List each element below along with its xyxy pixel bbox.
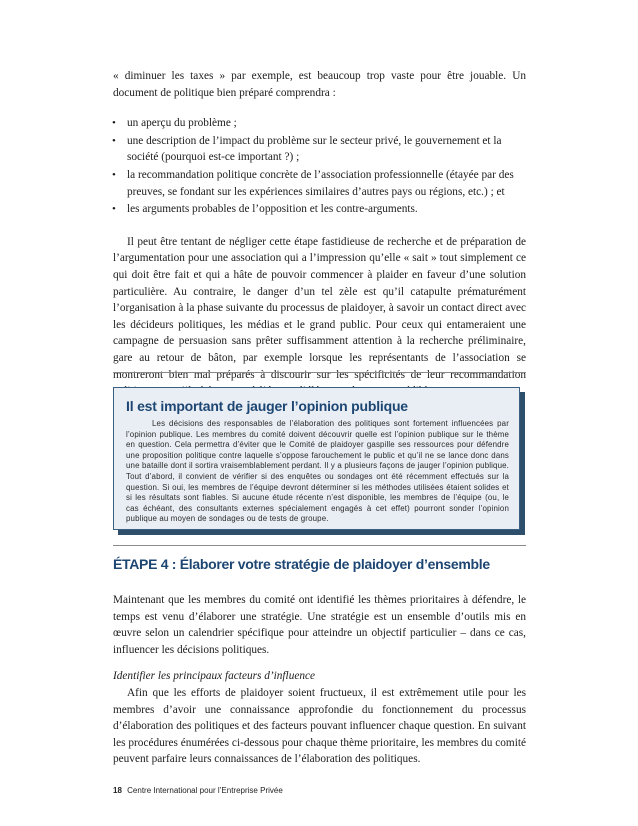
page-footer (113, 786, 283, 795)
bullet-icon: • (112, 203, 116, 216)
footer-organization: Centre International pour l’Entreprise Privée (127, 786, 283, 795)
bullet-icon: • (112, 134, 116, 147)
divider (113, 545, 526, 546)
callout-title: Il est important de jauger l’opinion publique (126, 398, 408, 414)
body-paragraph: Maintenant que les membres du comité ont identifié les thèmes prioritaires à défendre, le temps est venu d’élaborer une stratégie. Une stratégie est un ensemble d’outils mis en œuvre selon un calendrier spécifique pour atteindre un objectif particulier – dans ce cas, influencer les décisions politiques. (113, 594, 526, 656)
callout-text-body: Les décisions des responsables de l’élaboration des politiques sont fortement influencées par l’opinion publique. Les membres du comité doivent découvrir quelle est l’opinion publique sur le thème en question. Cela permettra d’éviter que le Comité de plaidoyer gaspille ses ressources pour défendre une proposition politique contre laquelle s’oppose farouchement le public et qu’il ne se lance donc dans une bataille dont il sortira vraisemblablement perdant. Il y a plusieurs façons de jauger l’opinion publique. Tout d’abord, il convient de vérifier si des enquêtes ou sondages ont été récemment effectués sur la question. Si oui, les membres de l’équipe devront déterminer si les méthodes utilisées étaient solides et si les résultats sont fiables. Si aucune étude récente n’est disponible, les membres de l’équipe (ou, le cas échéant, des consultants externes spécialement engagés à cet effet) pourront sonder l’opinion publique au moyen de sondages ou de tests de groupe. (126, 419, 509, 524)
section-heading: ÉTAPE 4 : Élaborer votre stratégie de plaidoyer d’ensemble (113, 556, 490, 572)
list-item (113, 167, 526, 200)
body-paragraph: Afin que les efforts de plaidoyer soient fructueux, il est extrêmement utile pour les membres d’avoir une connaissance approfondie du fonctionnement du processus d’élaboration des politiques et des facteurs pouvant influencer chaque question. En suivant les procédures énumérées ci-dessous pour chaque thème prioritaire, les membres du comité peuvent parfaire leurs connaissances de l’élaboration des politiques. (113, 686, 526, 766)
page-number: 18 (113, 786, 122, 795)
bullet-list (113, 115, 526, 218)
bullet-icon: • (112, 168, 116, 181)
list-item-text: la recommandation politique concrète de l’association professionnelle (étayée par des preuves, se fondant sur les expériences similaires d’autres pays ou régions, etc.) ; et (127, 168, 514, 198)
divider (113, 372, 526, 373)
list-item (113, 201, 526, 218)
section-content (113, 592, 526, 768)
list-item (113, 115, 526, 132)
list-item-text: un aperçu du problème ; (127, 117, 237, 130)
subheading: Identifier les principaux facteurs d’influence (113, 670, 316, 683)
callout-box (113, 387, 520, 530)
list-item-text: les arguments probables de l’opposition et les contre-arguments. (127, 203, 418, 216)
page-content (113, 68, 526, 400)
list-item-text: une description de l’impact du problème sur le secteur privé, le gouvernement et la société (pourquoi est-ce important ?) ; (127, 134, 502, 164)
bullet-icon: • (112, 117, 116, 130)
body-paragraph: Il peut être tentant de négliger cette étape fastidieuse de recherche et de préparation de l’argumentation pour une association qui a l’impression qu’elle « sait » tout simplement ce qui doit être fait et qui a hâte de pouvoir commencer à plaider en faveur d’une solution particulière. Au contraire, le danger d’un tel zèle est qu’il catapulte prématurément l’organisation à la phase suivante du processus de plaidoyer, à savoir un contact direct avec les décideurs politiques, les médias et le grand public. Pour ceux qui entameraient une campagne de persuasion sans prêter suffisamment attention à la recherche préliminaire, gare au retour de bâton, par exemple lorsque les représentants de l’association se montreront bien mal préparés à discourir sur les spécificités de leur recommandation (113, 235, 526, 381)
list-item (113, 133, 526, 166)
callout-text (126, 419, 509, 525)
intro-paragraph: « diminuer les taxes » par exemple, est beaucoup trop vaste pour être jouable. Un document de politique bien préparé comprendra : (113, 70, 526, 99)
